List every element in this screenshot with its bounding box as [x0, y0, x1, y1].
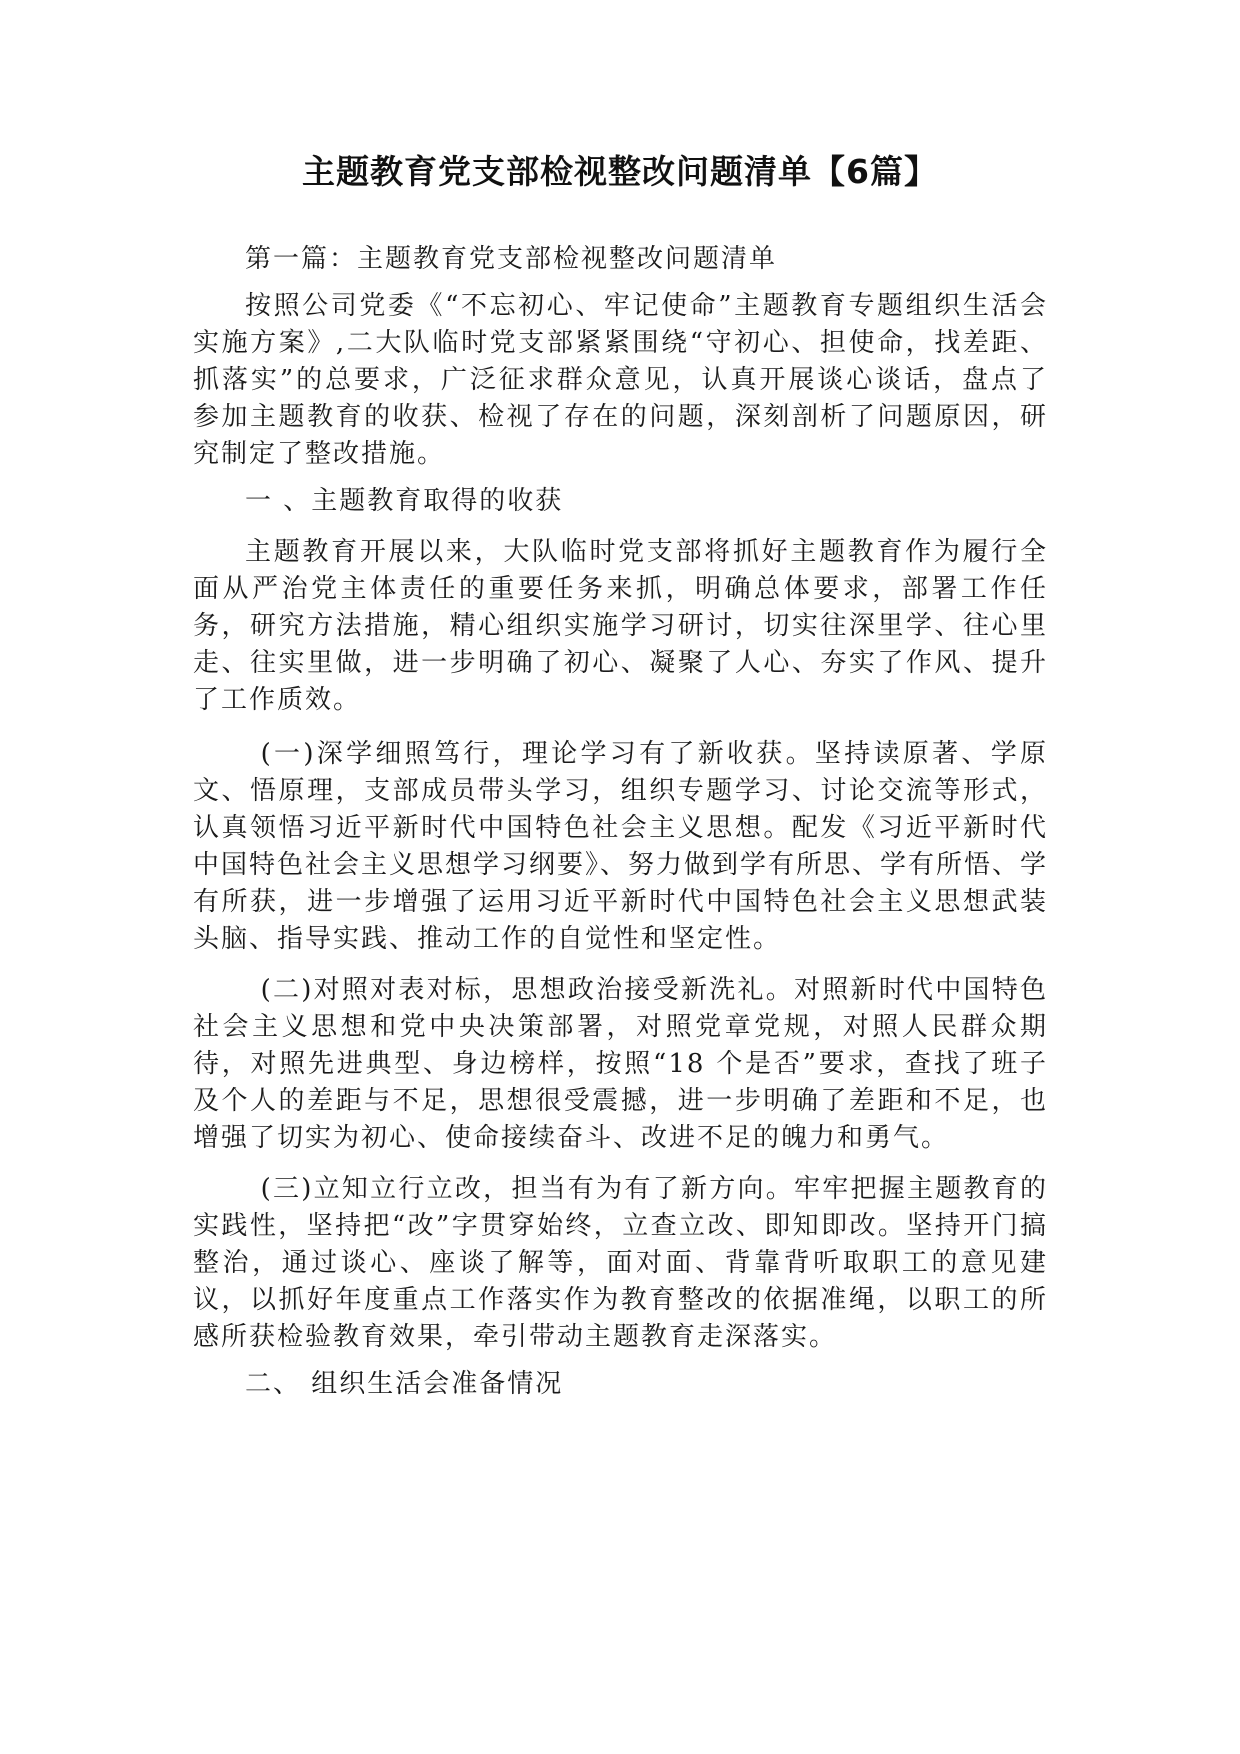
heading-gains: 一 、主题教育取得的收获: [245, 486, 564, 516]
item-three: (三)立知立行立改，担当有为有了新方向。牢牢把握主题教育的实践性，坚持把“改”字贯穿始终，立查立改、即知即改。坚持开门搞整治，通过谈心、座谈了解等，面对面、背靠背听取职工的意见建议，以抓好年度重点工作落实作为教育整改的依据准绳，以职工的所感所获检验教育效果，牵引带动主题教育走深落实。: [193, 1174, 1048, 1352]
section-heading: 第一篇：主题教育党支部检视整改问题清单: [245, 244, 778, 274]
paragraph-gains: 主题教育开展以来，大队临时党支部将抓好主题教育作为履行全面从严治党主体责任的重要任务来抓，明确总体要求，部署工作任务，研究方法措施，精心组织实施学习研讨，切实往深里学、往心里走、往实里做，进一步明确了初心、凝聚了人心、夯实了作风、提升了工作质效。: [193, 537, 1048, 715]
item-two: (二)对照对表对标，思想政治接受新洗礼。对照新时代中国特色社会主义思想和党中央决策部署，对照党章党规，对照人民群众期待，对照先进典型、身边榜样，按照“18 个是否”要求，查找了班子及个人的差距与不足，思想很受震撼，进一步明确了差距和不足，也增强了切实为初心、使命接续奋斗、改进不足的魄力和勇气。: [193, 975, 1048, 1153]
document-title: 主题教育党支部检视整改问题清单【6篇】: [302, 152, 938, 191]
document-body: [193, 241, 1048, 1403]
intro-paragraph: 按照公司党委《“不忘初心、牢记使命”主题教育专题组织生活会实施方案》,二大队临时党支部紧紧围绕“守初心、担使命，找差距、抓落实”的总要求，广泛征求群众意见，认真开展谈心谈话，盘点了参加主题教育的收获、检视了存在的问题，深刻剖析了问题原因，研究制定了整改措施。: [193, 291, 1048, 469]
heading-preparation: 二、 组织生活会准备情况: [245, 1369, 564, 1399]
item-one: (一)深学细照笃行，理论学习有了新收获。坚持读原著、学原文、悟原理，支部成员带头学习，组织专题学习、讨论交流等形式，认真领悟习近平新时代中国特色社会主义思想。配发《习近平新时代中国特色社会主义思想学习纲要》、努力做到学有所思、学有所悟、学有所获，进一步增强了运用习近平新时代中国特色社会主义思想武装头脑、指导实践、推动工作的自觉性和坚定性。: [193, 739, 1049, 954]
